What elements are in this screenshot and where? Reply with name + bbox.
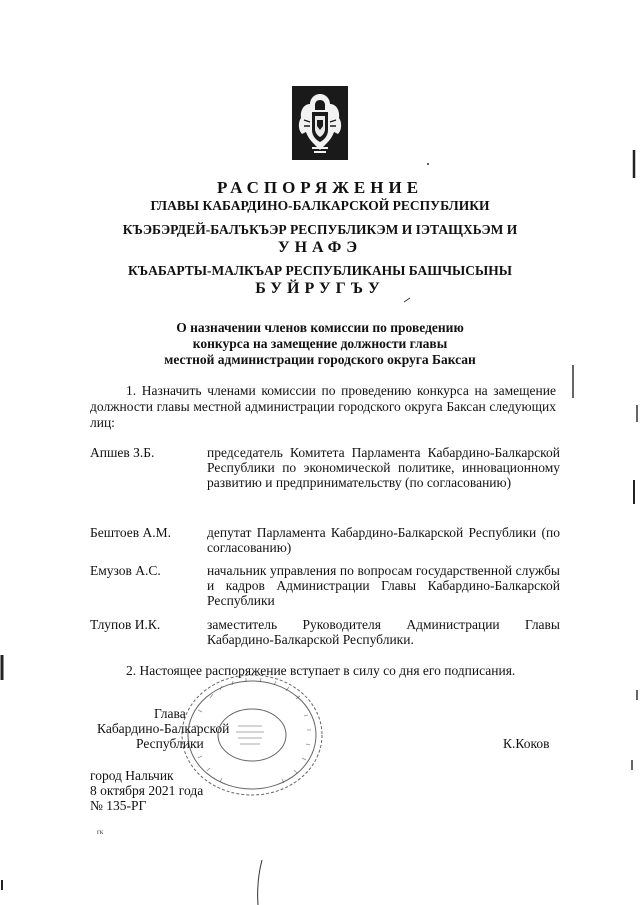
member-name: Емузов А.С. [90, 563, 161, 578]
member-name: Бештоев А.М. [90, 525, 172, 540]
document-title-kbd: УНАФЭ [277, 239, 363, 256]
issuer-kbd: КЪЭБЭРДЕЙ-БАЛЪКЪЭР РЕСПУБЛИКЭМ И ІЭТАЩХЬЭМ И [122, 222, 518, 237]
document-title-ru: РАСПОРЯЖЕНИЕ [216, 178, 424, 197]
member-position: депутат Парламента Кабардино-Балкарской Республики (по согласованию) [207, 525, 560, 555]
signature-title-line-2: Кабардино-Балкарской [97, 721, 230, 736]
member-position: заместитель Руководителя Администрации Главы Кабардино-Балкарской Республики. [207, 617, 560, 647]
subject-line-2: конкурса на замещение должности главы [192, 336, 448, 351]
member-position: председатель Комитета Парламента Кабардино-Балкарской Республики по экономической политике, инновационному развитию и предпринимательству (по согласованию) [207, 445, 560, 490]
subject-line-3: местной администрации городского округа Баксан [164, 352, 476, 367]
signature-title-line-3: Республики [136, 736, 204, 751]
issuer-ru: ГЛАВЫ КАБАРДИНО-БАЛКАРСКОЙ РЕСПУБЛИКИ [150, 198, 490, 213]
executor-initials: гк [97, 828, 104, 836]
signature-title-line-1: Глава [154, 706, 186, 721]
place: город Нальчик [90, 768, 174, 783]
date: 8 октября 2021 года [90, 783, 204, 798]
signatory-name: К.Коков [503, 736, 550, 751]
member-position: начальник управления по вопросам государственной службы и кадров Администрации Главы Кабардино-Балкарской Республики [207, 563, 560, 608]
paragraph-2: 2. Настоящее распоряжение вступает в силу со дня его подписания. [126, 663, 516, 678]
member-name: Тлупов И.К. [90, 617, 161, 632]
document-number: № 135-РГ [90, 798, 147, 813]
document-title-krc: БУЙРУГЪУ [255, 280, 385, 297]
member-name: Апшев З.Б. [90, 445, 155, 460]
issuer-krc: КЪАБАРТЫ-МАЛКЪАР РЕСПУБЛИКАНЫ БАШЧЫСЫНЫ [127, 263, 513, 278]
subject-line-1: О назначении членов комиссии по проведению [176, 320, 464, 335]
paragraph-1: 1. Назначить членами комиссии по проведению конкурса на замещение должности главы местной администрации городского округа Баксан следующих лиц: [90, 383, 556, 430]
